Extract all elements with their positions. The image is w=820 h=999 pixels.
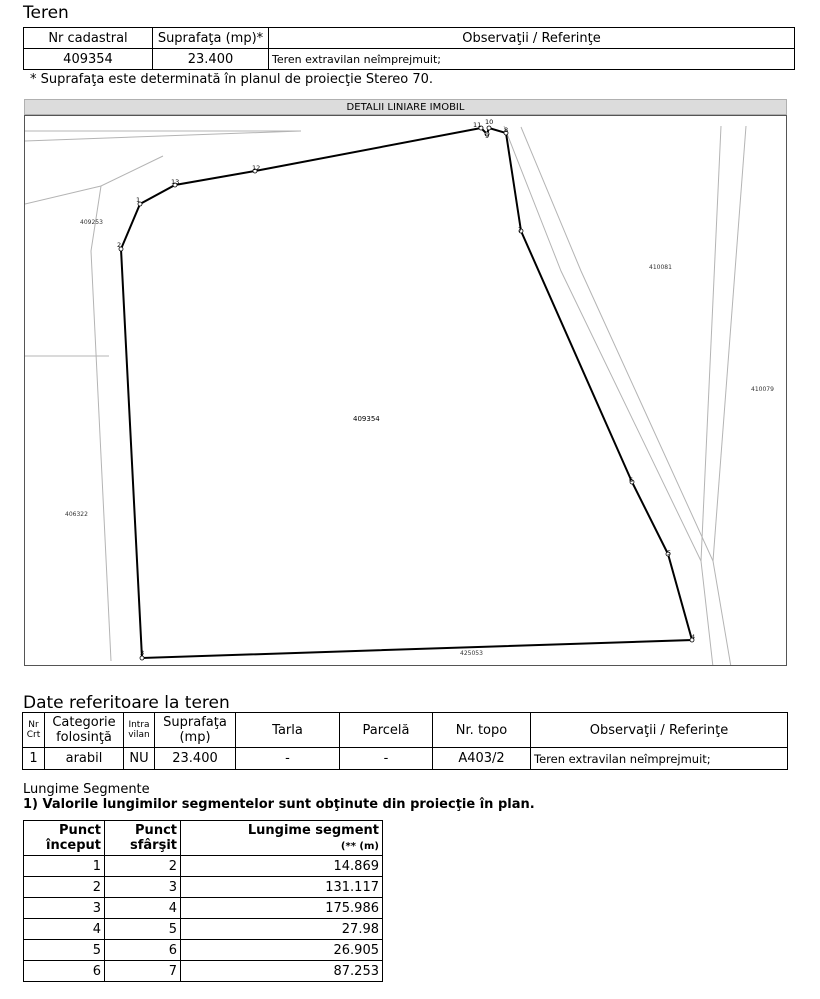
point-label: 7 <box>518 226 523 234</box>
cell-length: 175.986 <box>181 898 383 919</box>
cell-length: 14.869 <box>181 856 383 877</box>
header-lungime-segment <box>181 821 383 856</box>
header-punct-inceput: Punct început <box>24 821 105 856</box>
cell-observatii: Teren extravilan neîmprejmuit; <box>531 748 788 770</box>
cell-end: 6 <box>105 940 181 961</box>
point-label: 2 <box>117 241 122 249</box>
point-label: 1 <box>136 196 141 204</box>
cell-length: 131.117 <box>181 877 383 898</box>
cell-nr-topo: A403/2 <box>433 748 531 770</box>
header-nr-crt: Nr Crt <box>23 713 45 748</box>
cell-nr-crt: 1 <box>23 748 45 770</box>
cell-categorie: arabil <box>45 748 124 770</box>
cell-start: 1 <box>24 856 105 877</box>
header-observatii: Observaţii / Referinţe <box>269 28 795 49</box>
point-label: 11 <box>473 121 482 129</box>
cell-start: 5 <box>24 940 105 961</box>
point-label: 3 <box>140 649 145 657</box>
header-nr-cadastral: Nr cadastral <box>24 28 153 49</box>
section-title-teren: Teren <box>23 3 69 23</box>
cell-start: 2 <box>24 877 105 898</box>
neighbor-boundaries <box>25 126 746 666</box>
parcel-id-label: 409354 <box>353 415 380 423</box>
point-label: 13 <box>171 178 180 186</box>
cell-end: 3 <box>105 877 181 898</box>
segments-subtitle: 1) Valorile lungimilor segmentelor sunt obţinute din proiecţie în plan. <box>23 797 535 812</box>
header-observatii: Observaţii / Referinţe <box>531 713 788 748</box>
cell-suprafata: 23.400 <box>153 49 269 70</box>
header-lungime-label: Lungime segment <box>247 822 379 838</box>
header-punct-sfarsit: Punct sfârşit <box>105 821 181 856</box>
point-label: 8 <box>504 126 509 134</box>
parcel-map[interactable] <box>24 115 787 666</box>
segments-title: Lungime Segmente <box>23 782 150 797</box>
parcel-map-drawing <box>25 116 787 666</box>
cell-end: 5 <box>105 919 181 940</box>
cell-end: 4 <box>105 898 181 919</box>
point-label: 4 <box>691 633 696 641</box>
header-intravilan: Intra vilan <box>124 713 155 748</box>
cell-length: 26.905 <box>181 940 383 961</box>
header-parcela: Parcelă <box>340 713 433 748</box>
cell-parcela: - <box>340 748 433 770</box>
date-teren-table <box>22 712 788 770</box>
point-label: 6 <box>629 476 634 484</box>
cell-suprafata: 23.400 <box>155 748 236 770</box>
neighbor-id-label: 410081 <box>649 264 672 271</box>
section-title-date-teren: Date referitoare la teren <box>23 693 230 713</box>
point-label: 12 <box>252 164 261 172</box>
header-suprafata: Suprafaţa (mp)* <box>153 28 269 49</box>
point-label: 9 <box>485 132 490 140</box>
header-lungime-unit: (** (m) <box>340 840 379 852</box>
map-title: DETALII LINIARE IMOBIL <box>24 99 787 115</box>
parcel-outline <box>121 128 692 658</box>
cell-start: 4 <box>24 919 105 940</box>
footnote-suprafata: * Suprafaţa este determinată în planul de proiecţie Stereo 70. <box>30 72 434 87</box>
cell-start: 3 <box>24 898 105 919</box>
cell-length: 87.253 <box>181 961 383 982</box>
cell-nr-cadastral: 409354 <box>24 49 153 70</box>
cell-end: 2 <box>105 856 181 877</box>
point-label: 5 <box>667 549 672 557</box>
teren-table <box>23 27 795 70</box>
header-categorie: Categorie folosinţă <box>45 713 124 748</box>
cell-end: 7 <box>105 961 181 982</box>
header-tarla: Tarla <box>236 713 340 748</box>
cell-tarla: - <box>236 748 340 770</box>
vertex-markers <box>119 126 694 660</box>
segments-table <box>23 820 383 982</box>
header-nr-topo: Nr. topo <box>433 713 531 748</box>
neighbor-id-label: 410079 <box>751 386 774 393</box>
neighbor-id-label: 409253 <box>80 219 103 226</box>
cell-length: 27.98 <box>181 919 383 940</box>
point-label: 10 <box>485 118 494 126</box>
header-suprafata: Suprafaţa (mp) <box>155 713 236 748</box>
neighbor-id-label: 406322 <box>65 511 88 518</box>
cell-intravilan: NU <box>124 748 155 770</box>
cell-observatii: Teren extravilan neîmprejmuit; <box>269 49 795 70</box>
neighbor-id-label: 425053 <box>460 650 483 657</box>
cell-start: 6 <box>24 961 105 982</box>
